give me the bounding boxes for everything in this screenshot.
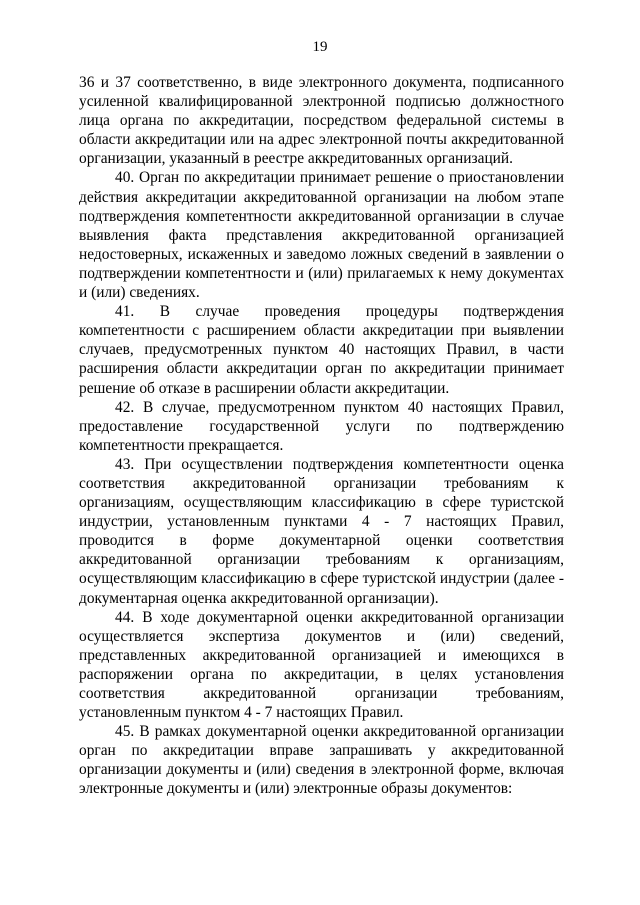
paragraph-42: 42. В случае, предусмотренном пунктом 40 настоящих Правил, предоставление государственной услуги по подтверждению компетентности прекращается. (79, 398, 564, 454)
document-body (79, 73, 564, 799)
page-number: 19 (312, 39, 328, 55)
paragraph-43: 43. При осуществлении подтверждения компетентности оценка соответствия аккредитованной организации требованиям к организациям, осуществляющим классификацию в сфере туристской индустрии, установленным пунктами 4 - 7 настоящих Правил, проводится в форме документарной оценки соответствия аккредитованной организации требованиям к организациям, осуществляющим классификацию в сфере туристской индустрии (далее - документарная оценка аккредитованной организации). (79, 455, 564, 607)
paragraph-45: 45. В рамках документарной оценки аккредитованной организации орган по аккредитации вправе запрашивать у аккредитованной организации документы и (или) сведения в электронной форме, включая электронные документы и (или) электронные образы документов: (79, 723, 564, 798)
paragraph-40: 40. Орган по аккредитации принимает решение о приостановлении действия аккредитации аккредитованной организации на любом этапе подтверждения компетентности аккредитованной организации в случае выявления факта представления аккредитованной организацией недостоверных, искаженных и заведомо ложных сведений в заявлении о подтверждении компетентности и (или) прилагаемых к нему документах и (или) сведениях. (79, 169, 564, 302)
paragraph-41: 41. В случае проведения процедуры подтверждения компетентности с расширением области аккредитации при выявлении случаев, предусмотренных пунктом 40 настоящих Правил, в части расширения области аккредитации орган по аккредитации принимает решение об отказе в расширении области аккредитации. (79, 303, 564, 397)
paragraph-continuation: 36 и 37 соответственно, в виде электронного документа, подписанного усиленной квалифицированной электронной подписью должностного лица органа по аккредитации, посредством федеральной системы в области аккредитации или на адрес электронной почты аккредитованной организации, указанный в реестре аккредитованных организаций. (79, 74, 564, 168)
paragraph-44: 44. В ходе документарной оценки аккредитованной организации осуществляется экспертиза документов и (или) сведений, представленных аккредитованной организацией и имеющихся в распоряжении органа по аккредитации, в целях установления соответствия аккредитованной организации требованиям, установленным пунктом 4 - 7 настоящих Правил. (79, 608, 564, 722)
